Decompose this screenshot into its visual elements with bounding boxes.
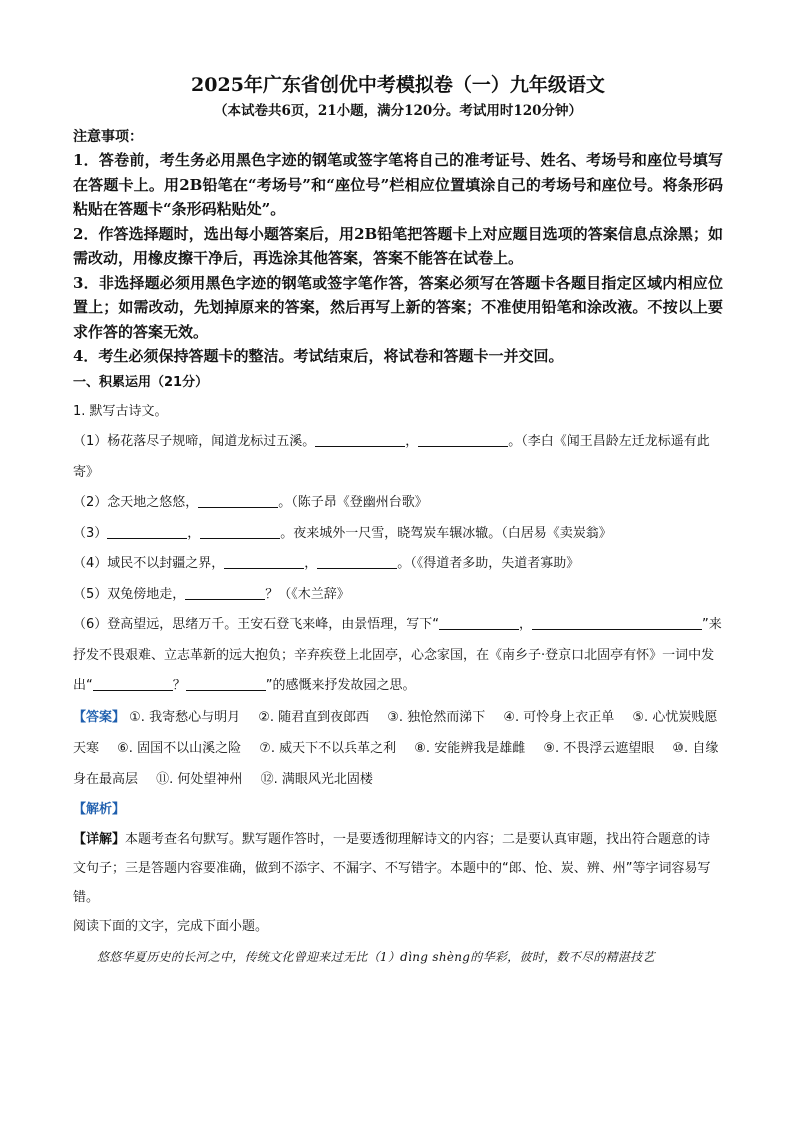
answer-block [73,702,723,795]
q1-5-text: （5）双兔傍地走， [73,586,186,602]
q1-1-text: （1）杨花落尽子规啼，闻道龙标过五溪。 [73,434,316,449]
answer-label: 【答案】 [73,709,126,725]
section-heading: 一、积累运用（21分） [73,374,209,390]
comma: ， [405,434,419,449]
comma: ， [187,525,201,541]
answer-item: ④. 可怜身上衣正单 [503,709,615,725]
question-1-title: 1. 默写古诗文。 [73,403,168,419]
question-1-2 [73,488,723,519]
q1-6-text-c: ？ [172,678,186,693]
note-item-2: 2．作答选择题时，选出每小题答案后，用2B铅笔把答题卡上对应题目选项的答案信息点涂黑；如需改动，用橡皮擦干净后，再选涂其他答案，答案不能答在试卷上。 [73,224,723,267]
answer-blank[interactable] [532,615,702,630]
note-item-3: 3．非选择题必须用黑色字迹的钢笔或签字笔作答，答案必须写在答题卡各题目指定区域内相应位置上；如需改动，先划掉原来的答案，然后再写上新的答案；不准使用铅笔和涂改液。不按以上要求作答的答案无效。 [73,273,723,341]
detail-paragraph [73,825,723,912]
question-1-1 [73,427,723,488]
answer-blank[interactable] [439,615,519,630]
q1-4-source: 。（《得道者多助，失道者寡助》 [397,556,580,571]
answer-item: ⑤. 心忧炭贱愿天寒 [73,709,718,756]
question-1-3 [73,519,723,550]
analysis-label-text: 【解析】 [73,801,126,817]
exam-subtitle: （本试卷共6页，21小题，满分120分。考试用时120分钟） [213,103,583,119]
answer-blank[interactable] [200,524,280,539]
answer-blank[interactable] [186,676,266,691]
answer-item: ⑦. 威天下不以兵革之利 [259,740,397,756]
answer-blank[interactable] [198,493,278,508]
answer-item: ③. 独怆然而涕下 [387,709,486,725]
q1-6-text-d: ”的感慨来抒发故园之思。 [265,678,416,693]
answer-item: ⑩. 自缘身在最高层 [73,740,719,787]
note-item-1: 1．答卷前，考生务必用黑色字迹的钢笔或签字笔将自己的准考证号、姓名、考场号和座位号填写在答题卡上。用2B铅笔在“考场号”和“座位号”栏相应位置填涂自己的考场号和座位号。将条形码粘贴在答题卡“条形码粘贴处”。 [73,151,723,218]
question-1-6 [73,610,723,702]
comma: ， [304,556,318,571]
q1-3-source: 。夜来城外一尺雪，晓驾炭车辗冰辙。（白居易《卖炭翁》 [280,525,612,541]
answer-blank[interactable] [418,432,508,447]
answer-blank[interactable] [107,524,187,539]
q1-3-text: （3） [73,525,108,541]
answer-item: ②. 随君直到夜郎西 [258,709,370,725]
answer-item: ①. 我寄愁心与明月 [129,709,241,725]
answer-item: ⑫. 满眼风光北固楼 [260,771,373,787]
answer-blank[interactable] [315,432,405,447]
q1-4-text: （4）域民不以封疆之界， [73,556,225,571]
reading-passage: 悠悠华夏历史的长河之中，传统文化曾迎来过无比（1）dìng shèng的华彩，彼时，数不尽的精湛技艺 [97,949,655,964]
exam-title: 2025年广东省创优中考模拟卷（一）九年级语文 [191,74,605,96]
q1-6-text-b: ”来抒发不畏艰难、立志革新的远大抱负；辛弃疾登上北固亭，心念家国，在《南乡子·登京口北固亭有怀》一词中发出“ [73,617,722,693]
answer-blank[interactable] [317,554,397,569]
answer-blank[interactable] [185,585,265,600]
detail-text: 本题考查名句默写。默写题作答时，一是要透彻理解诗文的内容；二是要认真审题，找出符合题意的诗文句子；三是答题内容要准确，做到不添字、不漏字、不写错字。本题中的“郎、怆、炭、辨、州”等字词容易写错。 [73,832,711,905]
comma: ， [519,617,533,632]
analysis-label [73,795,723,826]
notes-heading: 注意事项： [73,129,143,145]
question-1-4 [73,549,723,580]
q1-6-text-a: （6）登高望远，思绪万千。王安石登飞来峰，由景悟理，写下“ [73,617,440,632]
note-item-4: 4．考生必须保持答题卡的整洁。考试结束后，将试卷和答题卡一并交回。 [73,347,564,365]
answer-blank[interactable] [93,676,173,691]
answer-item: ⑨. 不畏浮云遮望眼 [543,740,655,756]
q1-2-text: （2）念天地之悠悠， [73,495,199,510]
exam-page [73,72,723,971]
detail-label: 【详解】 [73,832,126,847]
q1-1-source: 。（李白《闻王昌龄左迁龙标遥有此寄》 [73,434,710,480]
q1-2-source: 。（陈子昂《登幽州台歌》 [278,495,428,510]
answer-item: ⑪. 何处望神州 [156,771,243,787]
answer-item: ⑧. 安能辨我是雄雌 [414,740,526,756]
question-1-5 [73,580,723,611]
answer-blank[interactable] [224,554,304,569]
q1-5-source: ？（《木兰辞》 [265,586,350,602]
answer-item: ⑥. 固国不以山溪之险 [117,740,242,756]
reading-intro: 阅读下面的文字，完成下面小题。 [73,919,269,934]
